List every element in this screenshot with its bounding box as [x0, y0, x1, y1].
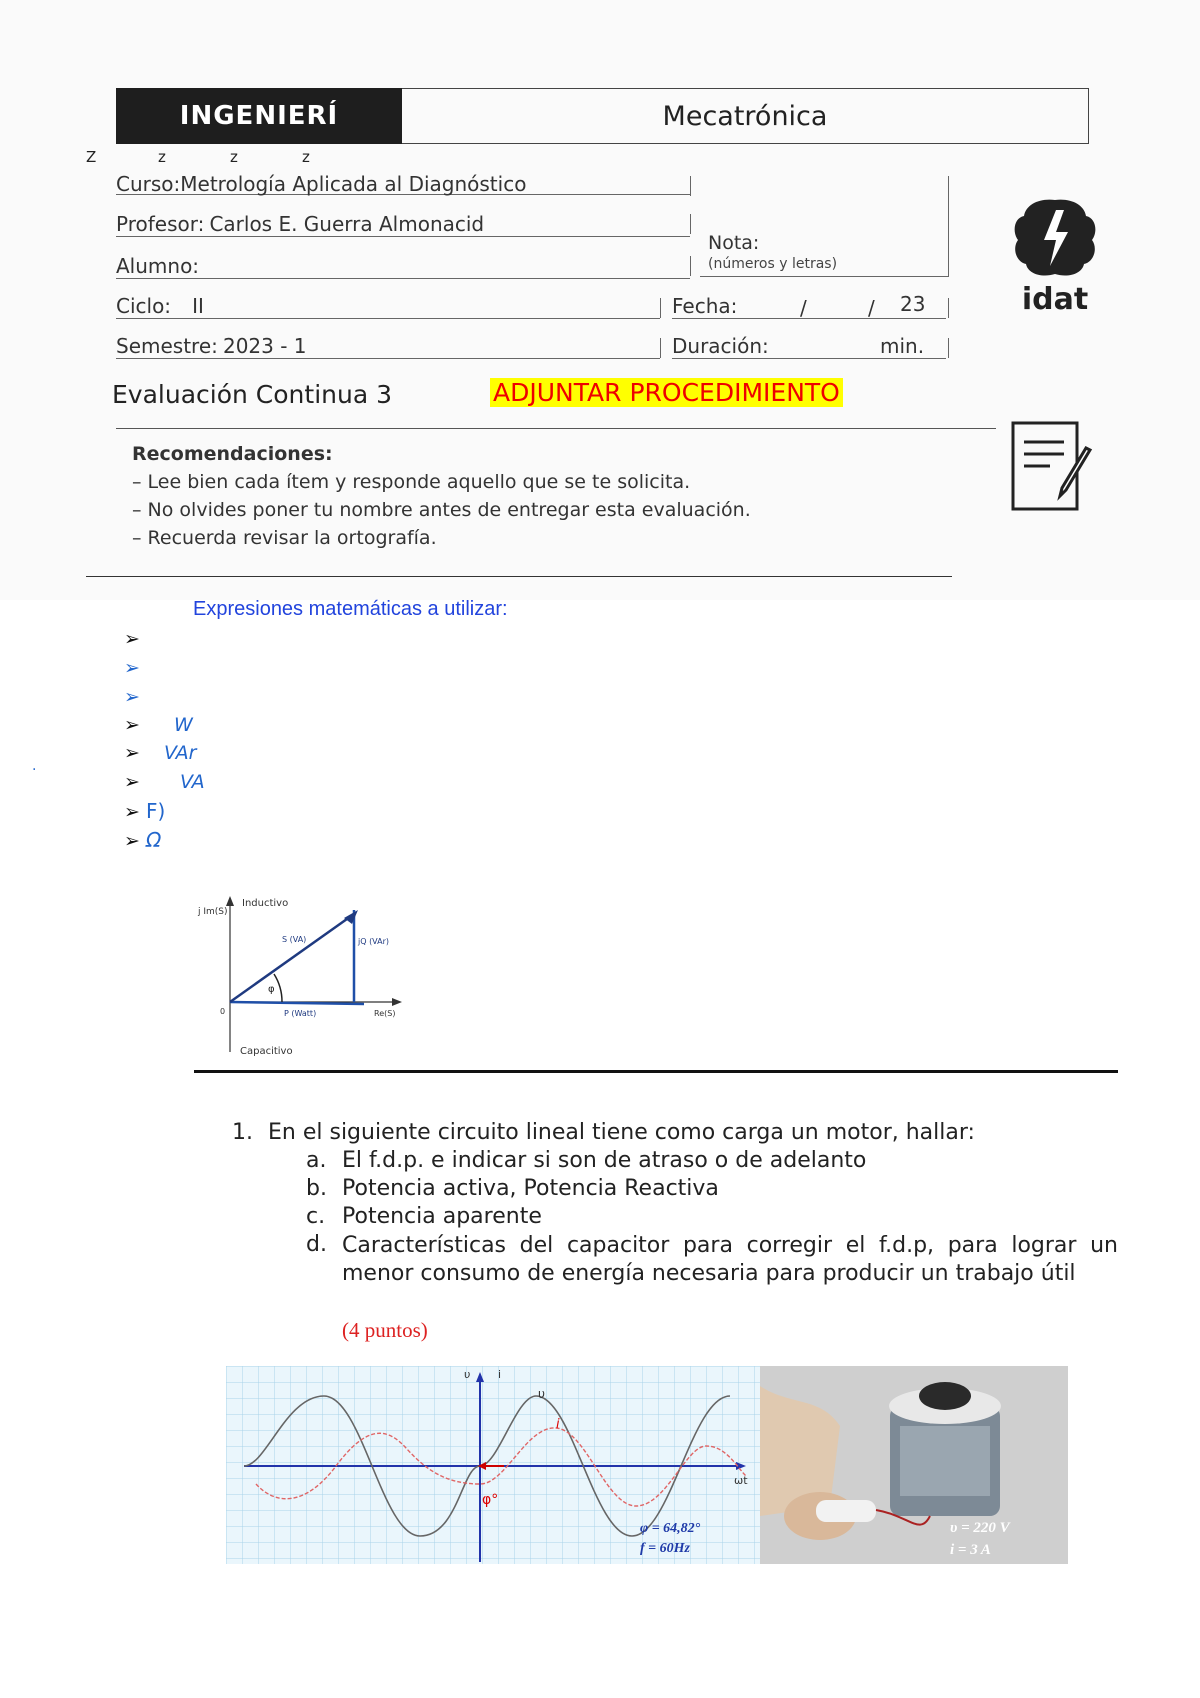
recommendation-item: – No olvides poner tu nombre antes de entregar esta evaluación.: [132, 499, 751, 521]
divider: [690, 176, 691, 196]
divider: [660, 338, 661, 358]
idat-wordmark: idat: [1021, 282, 1089, 317]
inductivo-label: Inductivo: [242, 898, 289, 909]
item-letter: b.: [306, 1176, 327, 1201]
duracion-unit: min.: [880, 334, 925, 358]
item-letter: a.: [306, 1148, 327, 1173]
i-curve-label: i: [556, 1417, 560, 1432]
profesor-value: Carlos E. Guerra Almonacid: [209, 212, 485, 236]
recommendation-item: – Lee bien cada ítem y responde aquello que se te solicita.: [132, 471, 691, 493]
recommendation-item: – Recuerda revisar la ortografía.: [132, 527, 437, 549]
profesor-label: Profesor:: [116, 212, 205, 236]
v-curve-label: υ: [538, 1387, 545, 1401]
stray-dot: .: [32, 758, 37, 774]
voltage-value: υ = 220 V: [950, 1520, 1010, 1536]
recommendations: [132, 440, 751, 552]
phi-label: φ: [268, 984, 275, 995]
i-axis-label: i: [498, 1368, 502, 1381]
nota-label: Nota:: [708, 232, 760, 254]
curso-field[interactable]: [116, 172, 690, 195]
z-mark: z: [302, 148, 310, 166]
formula-bullet: ➢ F): [124, 799, 166, 823]
divider: [948, 338, 949, 358]
s-label: S (VA): [282, 935, 307, 944]
divider: [690, 256, 691, 276]
motor-illustration: [760, 1366, 1068, 1564]
fecha-separator: /: [800, 296, 807, 320]
recommendations-heading: Recomendaciones:: [132, 443, 333, 465]
duracion-label: Duración:: [672, 334, 769, 358]
faculty-label: INGENIERÍ: [116, 88, 402, 144]
q-label: jQ (VAr): [358, 937, 390, 946]
z-mark: z: [158, 148, 166, 166]
v-axis-label: υ: [464, 1368, 471, 1381]
brain-icon: [1010, 196, 1100, 280]
wt-axis-label: ωt: [734, 1474, 748, 1487]
ciclo-label: Ciclo:: [116, 294, 172, 318]
formula-bullet: ➢: [124, 628, 140, 650]
item-text: Potencia aparente: [342, 1204, 542, 1229]
waveform-plot: [226, 1366, 760, 1564]
im-axis-label: j Im(S): [198, 907, 228, 917]
motor-photo: [760, 1366, 1068, 1564]
phi-value: φ = 64,82°: [640, 1521, 701, 1536]
p-label: P (Watt): [284, 1009, 317, 1018]
divider: [948, 298, 949, 318]
formula-bullet: ➢ VA: [124, 771, 205, 793]
divider: [194, 1070, 1118, 1073]
ciclo-field[interactable]: [116, 294, 660, 319]
formulas-title: Expresiones matemáticas a utilizar:: [193, 598, 508, 620]
semestre-field[interactable]: [116, 334, 660, 359]
duracion-field[interactable]: [672, 334, 946, 359]
question-number: 1.: [232, 1120, 253, 1145]
item-text: El f.d.p. e indicar si son de atraso o de adelanto: [342, 1148, 867, 1173]
alumno-field[interactable]: [116, 254, 690, 279]
item-letter: c.: [306, 1204, 326, 1229]
divider: [690, 214, 691, 234]
curso-value: Metrología Aplicada al Diagnóstico: [180, 172, 527, 196]
evaluation-title: Evaluación Continua 3: [112, 380, 393, 409]
capacitivo-label: Capacitivo: [240, 1046, 293, 1056]
item-text: Características del capacitor para corregir el f.d.p, para lograr un menor consumo de energía necesaria para producir un trabajo útil: [342, 1233, 1118, 1286]
exam-document-icon: [1010, 420, 1094, 512]
frequency-value: f = 60Hz: [640, 1541, 690, 1556]
formula-bullet: ➢ W: [124, 714, 193, 736]
current-value: i = 3 A: [950, 1542, 991, 1558]
semestre-label: Semestre:: [116, 334, 218, 358]
z-mark: Z: [86, 148, 97, 166]
power-triangle-diagram: [196, 892, 408, 1056]
ciclo-value: II: [192, 294, 204, 318]
z-mark: z: [230, 148, 238, 166]
fecha-field[interactable]: [672, 294, 946, 319]
evaluation-highlight: ADJUNTAR PROCEDIMIENTO: [490, 378, 843, 407]
fecha-label: Fecha:: [672, 294, 738, 318]
origin-label: 0: [220, 1007, 226, 1016]
formula-bullet: ➢: [124, 657, 140, 679]
nota-box[interactable]: [700, 176, 949, 277]
re-axis-label: Re(S): [374, 1009, 396, 1018]
career-label: Mecatrónica: [402, 88, 1089, 144]
question-text: En el siguiente circuito lineal tiene como carga un motor, hallar:: [268, 1120, 975, 1145]
divider: [660, 298, 661, 318]
alumno-label: Alumno:: [116, 254, 200, 278]
divider: [86, 576, 952, 577]
formula-bullet: ➢ VAr: [124, 742, 197, 764]
phi-angle-label: φ°: [482, 1492, 499, 1508]
formula-bullet: ➢ Ω: [124, 828, 162, 852]
idat-logo: [1010, 196, 1100, 320]
profesor-field[interactable]: [116, 212, 690, 237]
question-points: (4 puntos): [342, 1318, 428, 1342]
item-letter: d.: [306, 1232, 327, 1257]
divider: [116, 428, 996, 429]
curso-label: Curso:: [116, 172, 181, 196]
item-text: Potencia activa, Potencia Reactiva: [342, 1176, 719, 1201]
fecha-separator: /: [868, 296, 875, 320]
semestre-value: 2023 - 1: [222, 334, 307, 358]
formula-bullet: ➢: [124, 686, 140, 708]
nota-subtitle: (números y letras): [708, 256, 838, 272]
fecha-year: 23: [900, 292, 926, 316]
